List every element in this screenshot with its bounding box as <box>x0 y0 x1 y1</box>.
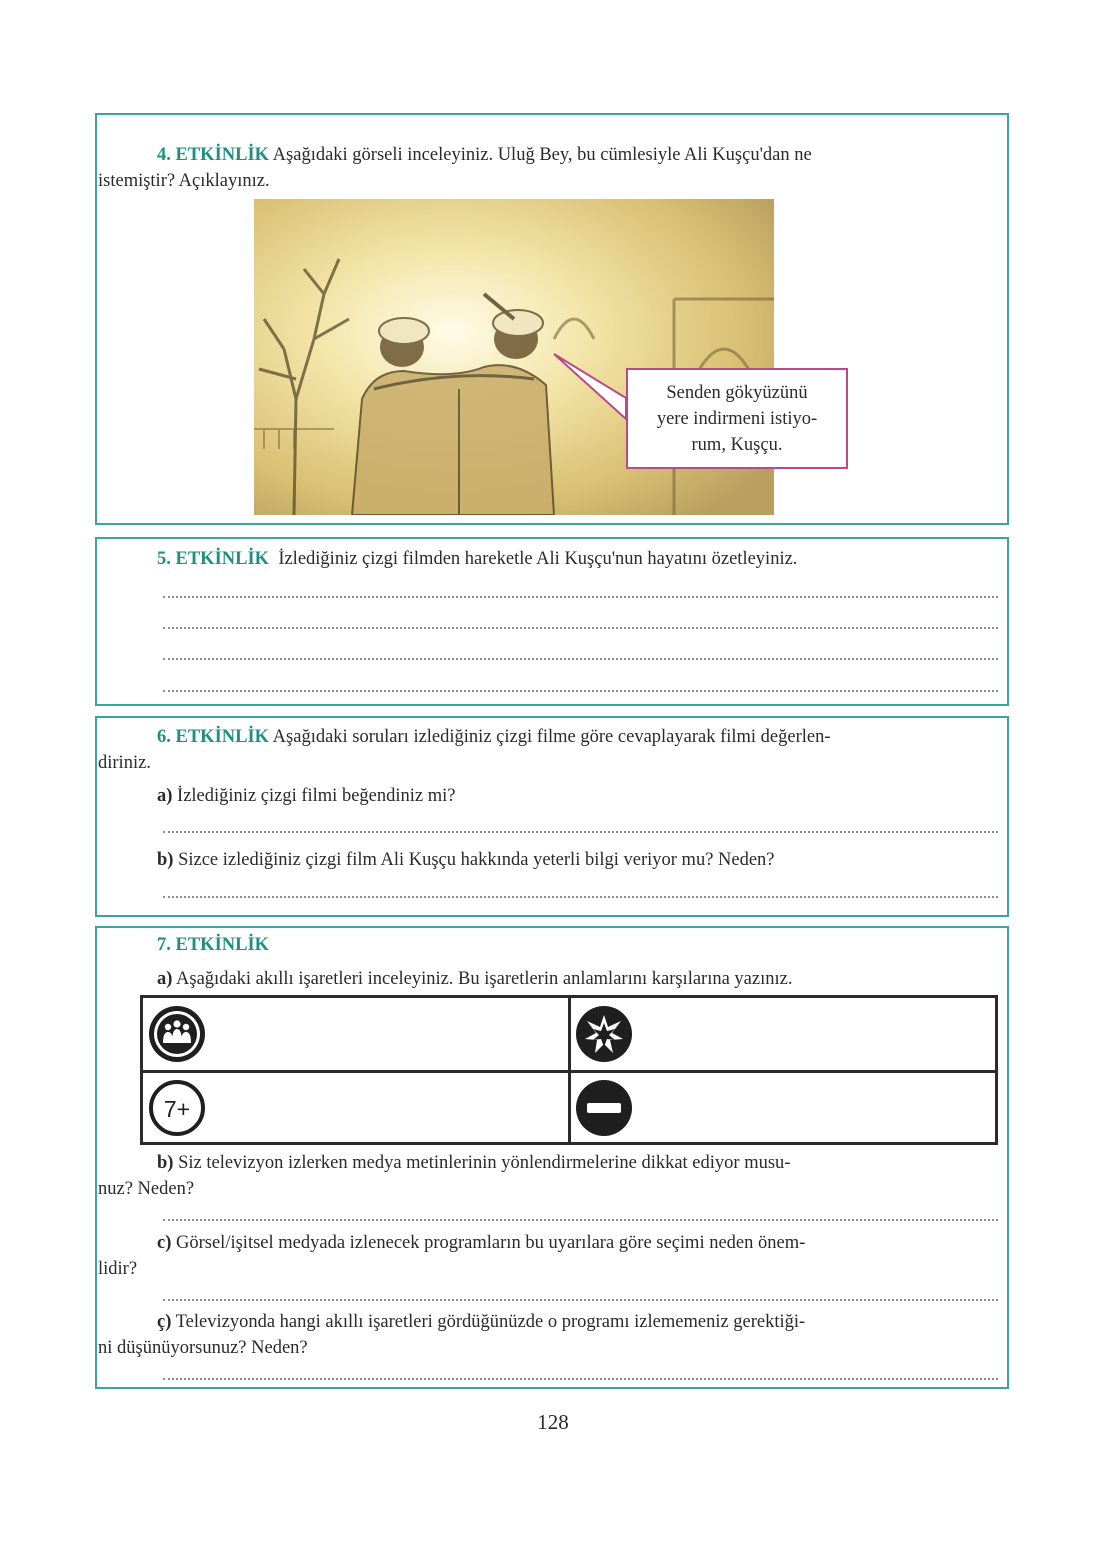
question-label: b) <box>157 1153 174 1173</box>
question-label: b) <box>157 850 174 870</box>
age-7-plus-label: 7+ <box>163 1096 191 1122</box>
question-text: Sizce izlediğiniz çizgi film Ali Kuşçu hakkında yeterli bilgi veriyor mu? Neden? <box>178 850 775 870</box>
question-label: a) <box>157 786 173 806</box>
bubble-line-3: rum, Kuşçu. <box>691 435 783 455</box>
question-6a <box>157 783 455 809</box>
question-label: ç) <box>157 1312 172 1332</box>
activity-4-instruction: Aşağıdaki görseli inceleyiniz. Uluğ Bey, bu cümlesiyle Ali Kuşçu'dan ne <box>272 145 812 165</box>
negative-example-icon <box>575 1079 633 1142</box>
activity-6-line2: diriniz. <box>98 753 151 773</box>
question-7cc-line1 <box>157 1309 805 1335</box>
activity-6-instruction: Aşağıdaki soruları izlediğiniz çizgi filme göre cevaplayarak filmi değerlen- <box>272 727 831 747</box>
bubble-line-2: yere indirmeni istiyo- <box>656 409 818 429</box>
answer-line[interactable] <box>163 831 998 833</box>
question-7c-line2: lidir? <box>98 1259 138 1279</box>
answer-line[interactable] <box>163 1219 998 1221</box>
answer-line[interactable] <box>163 627 998 629</box>
question-7cc-line2: ni düşünüyorsunuz? Neden? <box>98 1338 308 1358</box>
page-number: 128 <box>537 1410 569 1434</box>
answer-line[interactable] <box>163 1299 998 1301</box>
activity-5-instruction: İzlediğiniz çizgi filmden hareketle Ali Kuşçu'nun hayatını özetleyiniz. <box>278 549 798 569</box>
bubble-line-1: Senden gökyüzünü <box>666 383 808 403</box>
answer-line[interactable] <box>163 896 998 898</box>
question-7c-line1 <box>157 1230 805 1256</box>
answer-line[interactable] <box>163 1378 998 1380</box>
question-text: Televizyonda hangi akıllı işaretleri gördüğünüzde o programı izlememeniz gerektiği- <box>175 1312 806 1332</box>
speech-bubble <box>626 368 848 469</box>
activity-4-heading: 4. ETKİNLİK <box>157 145 270 165</box>
age-7-plus-icon <box>148 1079 206 1142</box>
question-label: c) <box>157 1233 172 1253</box>
question-label: a) <box>157 969 173 989</box>
activity-6-heading: 6. ETKİNLİK <box>157 727 270 747</box>
activity-4-line2: istemiştir? Açıklayınız. <box>98 171 270 191</box>
family-audience-icon <box>148 1005 206 1068</box>
activity-6-line1 <box>157 724 831 750</box>
activity-7-heading: 7. ETKİNLİK <box>157 935 270 955</box>
question-text: İzlediğiniz çizgi filmi beğendiniz mi? <box>177 786 456 806</box>
question-text: Görsel/işitsel medyada izlenecek programların bu uyarılara göre seçimi neden önem- <box>176 1233 806 1253</box>
activity-5-heading: 5. ETKİNLİK <box>157 549 270 569</box>
smart-signs-table <box>140 995 998 1145</box>
activity-5-line1 <box>157 546 797 572</box>
question-7b-line2: nuz? Neden? <box>98 1179 195 1199</box>
violence-fear-icon <box>575 1005 633 1068</box>
question-7a <box>157 966 792 992</box>
answer-line[interactable] <box>163 658 998 660</box>
question-text: Aşağıdaki akıllı işaretleri inceleyiniz. Bu işaretlerin anlamlarını karşılarına yazınız. <box>176 969 793 989</box>
answer-line[interactable] <box>163 690 998 692</box>
question-6b <box>157 847 775 873</box>
question-7b-line1 <box>157 1150 790 1176</box>
question-text: Siz televizyon izlerken medya metinlerinin yönlendirmelerine dikkat ediyor musu- <box>178 1153 791 1173</box>
activity-4-line1 <box>157 142 812 168</box>
answer-line[interactable] <box>163 596 998 598</box>
